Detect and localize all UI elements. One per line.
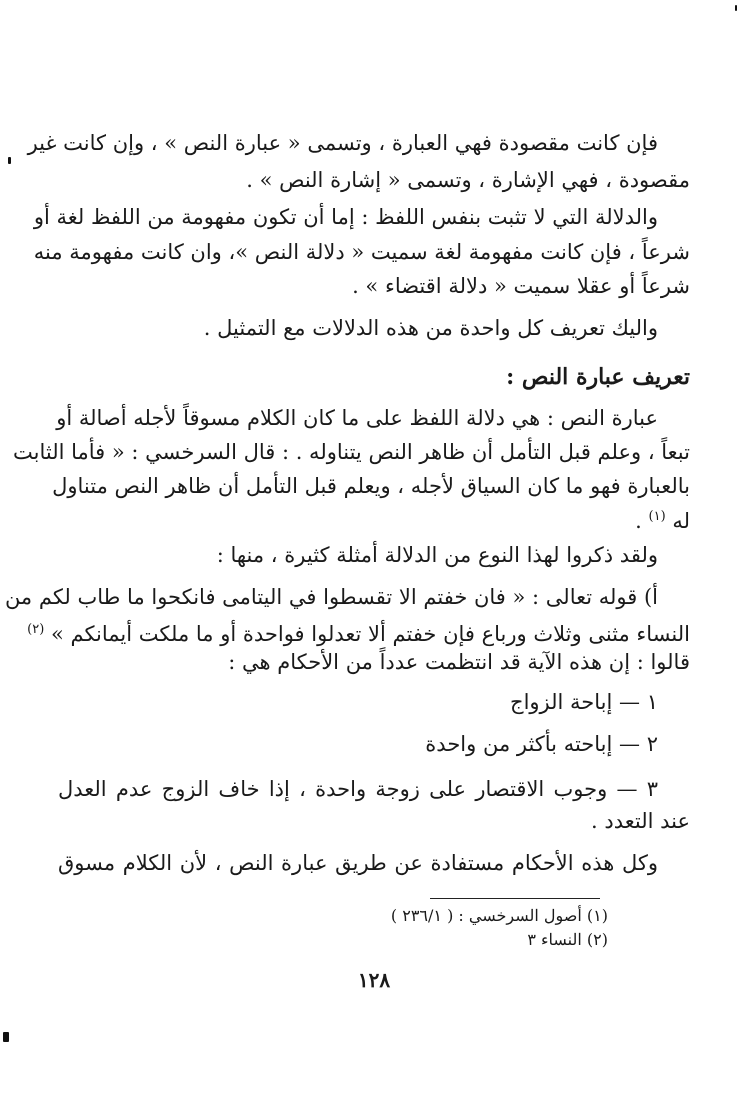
paragraph-4-line-4-text: له: [672, 509, 690, 533]
paragraph-2-line-2: شرعاً ، فإن كانت مفهومة لغة سميت « دلالة النص »، وان كانت مفهومة منه: [33, 240, 690, 264]
footnote-2: (٢) النساء ٣: [527, 930, 608, 949]
paragraph-4-line-3: بالعبارة فهو ما كان السياق لأجله ، ويعلم قبل التأمل أن ظاهر النص متناول: [52, 474, 690, 498]
scan-mark-top-left: [8, 157, 11, 164]
paragraph-4-line-4: [58, 502, 690, 536]
paragraph-2-line-3: شرعاً أو عقلا سميت « دلالة اقتضاء » .: [352, 274, 690, 298]
footnote-separator: [430, 898, 600, 899]
footnote-1: (١) أصول السرخسي : ( ٢٣٦/١ ): [390, 906, 608, 925]
paragraph-6-line-1: أ) قوله تعالى : « فان خفتم الا تقسطوا في اليتامى فانكحوا ما طاب لكم من: [4, 585, 658, 609]
paragraph-6-line-3: قالوا : إن هذه الآية قد انتظمت عدداً من الأحكام هي :: [228, 650, 690, 674]
scan-mark-top-right: [735, 5, 737, 11]
paragraph-5-line-1: ولقد ذكروا لهذا النوع من الدلالة أمثلة كثيرة ، منها :: [216, 543, 658, 567]
list-item-3-line-1: ٣ — وجوب الاقتصار على زوجة واحدة ، إذا خاف الزوج عدم العدل: [58, 777, 658, 801]
paragraph-4-line-4-end: .: [635, 509, 642, 533]
paragraph-7-line-1: وكل هذه الأحكام مستفادة عن طريق عبارة النص ، لأن الكلام مسوق: [58, 851, 658, 875]
paragraph-6-line-2-text: النساء مثنى وثلاث ورباع فإن خفتم ألا تعدلوا فواحدة أو ما ملكت أيمانكم »: [50, 622, 690, 646]
paragraph-1-line-2: مقصودة ، فهي الإشارة ، وتسمى « إشارة النص » .: [246, 168, 690, 192]
paragraph-6-line-2: [27, 615, 690, 649]
page-number: ١٢٨: [357, 968, 391, 992]
footnote-ref-1: (١): [648, 509, 666, 524]
section-heading: تعريف عبارة النص :: [506, 364, 690, 390]
paragraph-2-line-1: والدلالة التي لا تثبت بنفس اللفظ : إما أن تكون مفهومة من اللفظ لغة أو: [33, 205, 658, 229]
list-item-2: ٢ — إباحته بأكثر من واحدة: [425, 732, 658, 756]
footnote-ref-2: (٢): [27, 622, 45, 637]
paragraph-4-line-2: تبعاً ، وعلم قبل التأمل أن ظاهر النص يتناوله . : قال السرخسي : « فأما الثابت: [13, 440, 690, 464]
scan-mark-bottom-left: [3, 1032, 9, 1042]
paragraph-1-line-1: فإن كانت مقصودة فهي العبارة ، وتسمى « عبارة النص » ، وإن كانت غير: [27, 131, 658, 155]
list-item-1: ١ — إباحة الزواج: [510, 690, 658, 714]
list-item-3-line-2: عند التعدد .: [591, 809, 690, 833]
paragraph-3-line-1: واليك تعريف كل واحدة من هذه الدلالات مع التمثيل .: [203, 316, 658, 340]
paragraph-4-line-1: عبارة النص : هي دلالة اللفظ على ما كان الكلام مسوقاً لأجله أصالة أو: [56, 406, 658, 430]
